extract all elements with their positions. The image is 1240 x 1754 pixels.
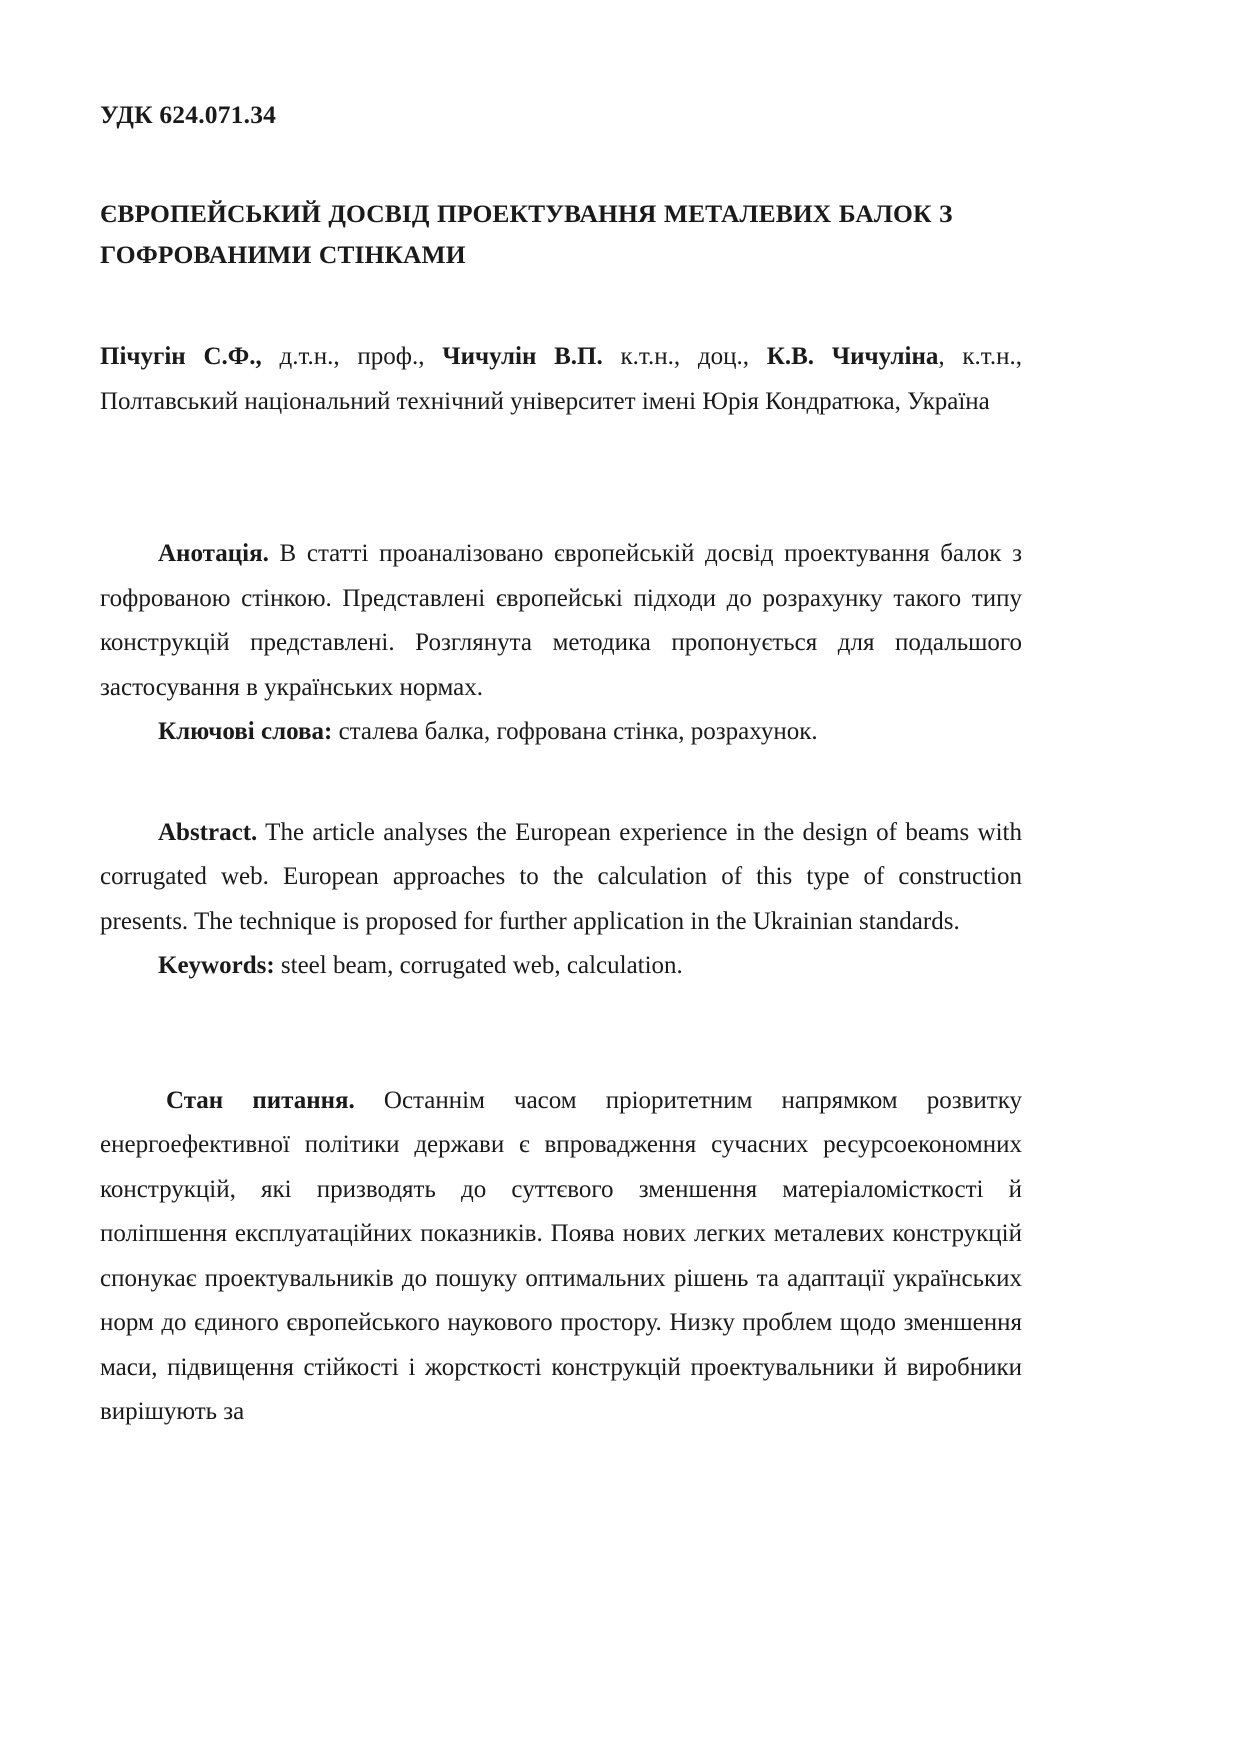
keywords-en-label: Keywords: — [158, 952, 275, 980]
authors-block — [100, 335, 1022, 424]
author-name-2: Чичулін В.П. — [442, 343, 603, 371]
author-degree-3: , к.т.н., — [938, 343, 1022, 371]
page-content — [100, 100, 1022, 1435]
author-degree-2: к.т.н., доц., — [602, 343, 767, 371]
udc-code: УДК 624.071.34 — [100, 100, 277, 129]
spacer — [100, 1045, 1022, 1079]
abstract-en — [100, 811, 1022, 945]
country: Україна — [907, 387, 990, 415]
author-name-3: К.В. Чичуліна — [766, 343, 939, 371]
spacer — [100, 476, 1022, 532]
abstract-uk-text: В статті проаналізовано європейській досвід проектування балок з гофрованою стінкою. Представлені європейські підходи до розрахунку такого типу конструкцій представлені. Розглянута методика пропонується для подальшого застосування в українських нормах. — [100, 540, 1022, 701]
abstract-en-text: The article analyses the European experience in the design of beams with corrugated web. European approaches to the calculation of this type of construction presents. The technique is proposed for further application in the Ukrainian standards. — [100, 818, 1022, 935]
affiliation: Полтавський національний технічний університет імені Юрія Кондратюка, — [100, 387, 901, 415]
page-title — [100, 193, 1022, 276]
author-degree-1: д.т.н., проф., — [261, 343, 443, 371]
abstract-en-label: Abstract. — [158, 818, 258, 846]
abstract-uk-label: Анотація. — [158, 540, 269, 568]
title-line-2: ГОФРОВАНИМИ СТІНКАМИ — [100, 239, 466, 269]
keywords-en-text: steel beam, corrugated web, calculation. — [274, 952, 683, 980]
section-intro — [100, 1079, 1022, 1435]
abstract-uk — [100, 532, 1022, 710]
spacer — [100, 755, 1022, 811]
author-name-1: Пічугін С.Ф., — [100, 343, 262, 371]
spacer — [100, 989, 1022, 1045]
section-intro-heading: Стан питання. — [166, 1086, 355, 1114]
keywords-uk — [100, 710, 1022, 755]
section-intro-text: Останнім часом пріоритетним напрямком розвитку енергоефективної політики держави є впровадження сучасних ресурсоекономних конструкцій, які призводять до суттєвого зменшення матеріаломісткості й поліпшення експлуатаційних показників. Поява нових легких металевих конструкцій спонукає проектувальників до пошуку оптимальних рішень та адаптації українських норм до єдиного європейського наукового простору. Низку проблем щодо зменшення маси, підвищення стійкості і жорсткості конструкцій проектувальники й виробники вирішують за — [100, 1086, 1022, 1426]
keywords-uk-label: Ключові слова: — [158, 718, 333, 746]
keywords-en — [100, 944, 1022, 989]
title-line-1: ЄВРОПЕЙСЬКИЙ ДОСВІД ПРОЕКТУВАННЯ МЕТАЛЕВИХ БАЛОК З — [100, 198, 953, 228]
keywords-uk-text: сталева балка, гофрована стінка, розрахунок. — [332, 718, 818, 746]
